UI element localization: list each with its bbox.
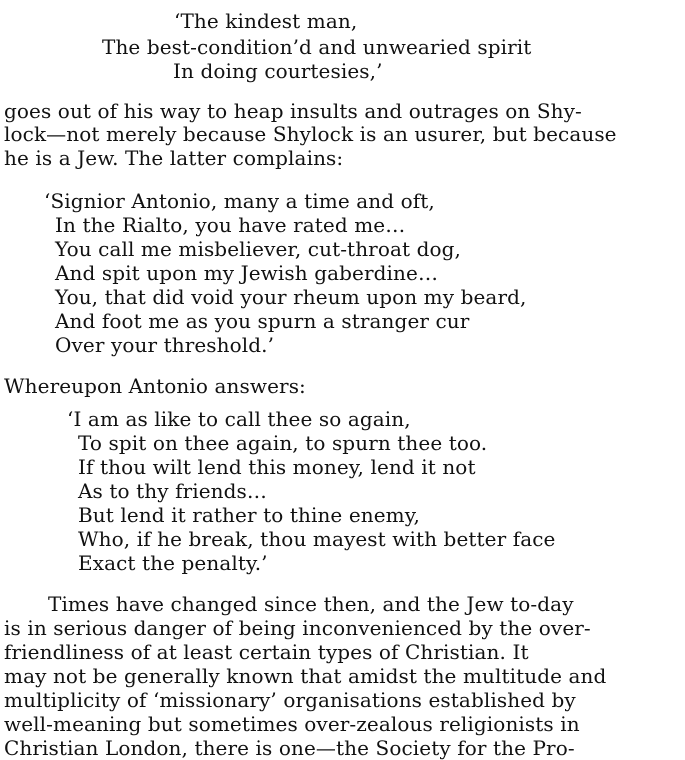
paragraph-line: may not be generally known that amidst the multitude and bbox=[4, 664, 607, 688]
quote-line: To spit on thee again, to spurn thee too. bbox=[78, 431, 488, 455]
paragraph-line: Times have changed since then, and the Jew to-day bbox=[48, 592, 574, 616]
paragraph-line: friendliness of at least certain types of Christian. It bbox=[4, 640, 529, 664]
quote-line: ‘I am as like to call thee so again, bbox=[67, 407, 411, 431]
quote-line: Who, if he break, thou mayest with better face bbox=[78, 527, 556, 551]
paragraph-line: goes out of his way to heap insults and outrages on Shy- bbox=[4, 99, 582, 123]
quote-line: The best-condition’d and unwearied spirit bbox=[102, 35, 532, 59]
paragraph-line: multiplicity of ‘missionary’ organisations established by bbox=[4, 688, 576, 712]
paragraph-line: well-meaning but sometimes over-zealous religionists in bbox=[4, 712, 580, 736]
quote-line: You, that did void your rheum upon my beard, bbox=[55, 285, 527, 309]
paragraph-line: is in serious danger of being inconvenienced by the over- bbox=[4, 616, 591, 640]
paragraph-line: he is a Jew. The latter complains: bbox=[4, 146, 344, 170]
paragraph-line: Christian London, there is one—the Society for the Pro- bbox=[4, 736, 575, 760]
quote-line: You call me misbeliever, cut-throat dog, bbox=[55, 237, 462, 261]
quote-line: And spit upon my Jewish gaberdine… bbox=[55, 261, 439, 285]
quote-line: In the Rialto, you have rated me… bbox=[55, 213, 406, 237]
quote-line: Exact the penalty.’ bbox=[78, 551, 268, 575]
paragraph-line: Whereupon Antonio answers: bbox=[4, 374, 306, 398]
quote-line: In doing courtesies,’ bbox=[173, 59, 383, 83]
quote-line: But lend it rather to thine enemy, bbox=[78, 503, 420, 527]
quote-line: ‘Signior Antonio, many a time and oft, bbox=[44, 189, 435, 213]
quote-line: And foot me as you spurn a stranger cur bbox=[55, 309, 470, 333]
quote-line: If thou wilt lend this money, lend it not bbox=[78, 455, 476, 479]
quote-line: ‘The kindest man, bbox=[174, 9, 358, 33]
quote-line: Over your threshold.’ bbox=[55, 333, 275, 357]
quote-line: As to thy friends… bbox=[78, 479, 268, 503]
paragraph-line: lock—not merely because Shylock is an usurer, but because bbox=[4, 122, 617, 146]
